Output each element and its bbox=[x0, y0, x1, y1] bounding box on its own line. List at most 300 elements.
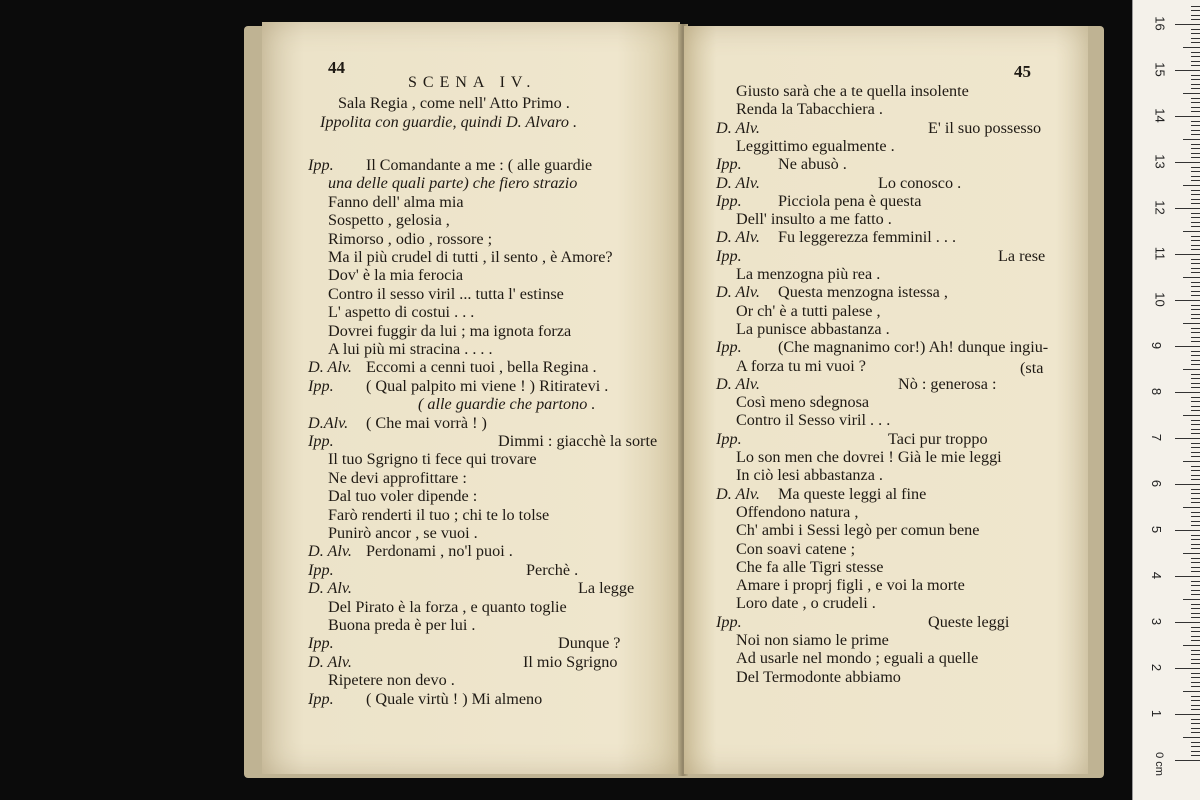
ruler-tick bbox=[1191, 746, 1200, 747]
ruler-number: 15 bbox=[1152, 62, 1168, 77]
ruler-number: 4 bbox=[1149, 571, 1165, 580]
ruler-tick bbox=[1183, 415, 1200, 416]
ruler-tick bbox=[1191, 102, 1200, 103]
ruler-tick bbox=[1191, 364, 1200, 365]
verse-line bbox=[716, 320, 1076, 338]
verse-line bbox=[308, 671, 668, 689]
ruler-tick bbox=[1191, 443, 1200, 444]
ruler-number: 8 bbox=[1149, 387, 1165, 396]
page-number-left: 44 bbox=[328, 58, 345, 77]
ruler-tick bbox=[1191, 686, 1200, 687]
ruler-tick bbox=[1191, 15, 1200, 16]
verse-text: A lui più mi stracina . . . . bbox=[328, 340, 493, 358]
ruler-tick bbox=[1191, 130, 1200, 131]
speaker-name: Ipp. bbox=[716, 338, 742, 357]
ruler-tick bbox=[1191, 351, 1200, 352]
verse-line bbox=[308, 211, 668, 229]
ruler-tick bbox=[1191, 562, 1200, 563]
ruler-tick bbox=[1191, 548, 1200, 549]
ruler-tick bbox=[1191, 272, 1200, 273]
ruler-tick bbox=[1191, 544, 1200, 545]
verse-text: La rese bbox=[998, 246, 1046, 265]
ruler-number: 2 bbox=[1149, 663, 1165, 672]
ruler-tick bbox=[1191, 332, 1200, 333]
verse-text: Ma il più crudel di tutti , il sento , è Amore? bbox=[328, 248, 613, 266]
ruler-tick bbox=[1191, 677, 1200, 678]
ruler-tick bbox=[1183, 139, 1200, 140]
ruler-tick bbox=[1191, 84, 1200, 85]
ruler-tick bbox=[1191, 594, 1200, 595]
verse-line bbox=[308, 487, 668, 505]
page-number-right: 45 bbox=[1014, 62, 1031, 81]
ruler-tick bbox=[1191, 590, 1200, 591]
verse-line bbox=[308, 358, 668, 376]
verse-text: Sospetto , gelosia , bbox=[328, 211, 450, 230]
verse-line bbox=[716, 430, 1076, 448]
ruler-tick bbox=[1191, 144, 1200, 145]
ruler-tick bbox=[1175, 530, 1200, 531]
ruler-tick bbox=[1191, 199, 1200, 200]
ruler-tick bbox=[1191, 751, 1200, 752]
verse-line bbox=[308, 579, 668, 597]
ruler-tick bbox=[1183, 645, 1200, 646]
verse-line bbox=[716, 631, 1076, 649]
ruler-tick bbox=[1191, 194, 1200, 195]
ruler-tick bbox=[1191, 387, 1200, 388]
margin-fragment: (sta bbox=[1020, 359, 1044, 377]
speaker-name: D. Alv. bbox=[716, 374, 760, 393]
verse-text: La menzogna più rea . bbox=[736, 265, 881, 283]
ruler-tick bbox=[1191, 705, 1200, 706]
ruler-tick bbox=[1191, 640, 1200, 641]
verse-text: Perdonami , no'l puoi . bbox=[366, 542, 513, 561]
verse-text: Ch' ambi i Sessi legò per comun bene bbox=[736, 521, 980, 540]
verse-text: In ciò lesi abbastanza . bbox=[736, 466, 883, 485]
scene-title: SCENA IV. bbox=[408, 74, 537, 91]
verse-line bbox=[716, 668, 1076, 686]
ruler-tick bbox=[1191, 654, 1200, 655]
verse-text: ( Qual palpito mi viene ! ) Ritiratevi . bbox=[366, 376, 609, 395]
verse-text: Con soavi catene ; bbox=[736, 539, 856, 558]
verse-line bbox=[308, 285, 668, 303]
verse-text: Punirò ancor , se vuoi . bbox=[328, 524, 478, 542]
verse-line bbox=[716, 302, 1076, 320]
ruler-tick bbox=[1191, 263, 1200, 264]
ruler-tick bbox=[1191, 470, 1200, 471]
ruler-tick bbox=[1191, 268, 1200, 269]
ruler-tick bbox=[1191, 29, 1200, 30]
verse-text: una delle quali parte) che fiero strazio bbox=[328, 174, 578, 193]
ruler-tick bbox=[1191, 742, 1200, 743]
ruler-tick bbox=[1191, 222, 1200, 223]
speaker-name: D. Alv. bbox=[308, 358, 352, 377]
speaker-name: Ipp. bbox=[716, 429, 742, 448]
verse-text: Fanno dell' alma mia bbox=[328, 192, 464, 211]
ruler-tick bbox=[1175, 208, 1200, 209]
ruler-tick bbox=[1191, 226, 1200, 227]
ruler-number: 13 bbox=[1152, 154, 1168, 169]
ruler-tick bbox=[1191, 709, 1200, 710]
verse-text: Perchè . bbox=[526, 560, 579, 579]
verse-text: Nò : generosa : bbox=[898, 374, 997, 393]
verse-line bbox=[308, 193, 668, 211]
speaker-name: D. Alv. bbox=[308, 579, 352, 598]
ruler-number: 5 bbox=[1149, 525, 1165, 534]
verse-line bbox=[308, 414, 668, 432]
ruler-tick bbox=[1183, 47, 1200, 48]
ruler-tick bbox=[1191, 305, 1200, 306]
verse-line bbox=[716, 174, 1076, 192]
verse-text: Il Comandante a me : ( alle guardie bbox=[366, 157, 593, 174]
verse-text: Lo son men che dovrei ! Già le mie leggi bbox=[736, 448, 1002, 466]
verse-text: Così meno sdegnosa bbox=[736, 393, 870, 412]
verse-line bbox=[716, 247, 1076, 265]
ruler-tick bbox=[1183, 93, 1200, 94]
verse-text: ( alle guardie che partono . bbox=[418, 395, 596, 414]
verse-line bbox=[716, 594, 1076, 612]
ruler-tick bbox=[1191, 613, 1200, 614]
ruler-tick bbox=[1183, 691, 1200, 692]
ruler-tick bbox=[1183, 507, 1200, 508]
ruler-tick bbox=[1191, 309, 1200, 310]
verse-line bbox=[716, 375, 1076, 393]
ruler-number: 14 bbox=[1152, 108, 1168, 123]
verse-line bbox=[716, 338, 1076, 356]
ruler-tick bbox=[1191, 157, 1200, 158]
ruler-number: 1 bbox=[1149, 709, 1165, 718]
ruler-tick bbox=[1191, 38, 1200, 39]
verse-text: E' il suo possesso bbox=[928, 118, 1042, 137]
ruler-tick bbox=[1191, 245, 1200, 246]
ruler-tick bbox=[1191, 383, 1200, 384]
right-page bbox=[684, 26, 1088, 774]
ruler-tick bbox=[1191, 314, 1200, 315]
ruler-tick bbox=[1191, 424, 1200, 425]
ruler-tick bbox=[1175, 668, 1200, 669]
verse-line bbox=[716, 393, 1076, 411]
ruler-tick bbox=[1191, 337, 1200, 338]
verse-text: Contro il Sesso viril . . . bbox=[736, 411, 891, 430]
ruler-tick bbox=[1191, 180, 1200, 181]
verse-text: Renda la Tabacchiera . bbox=[736, 100, 883, 119]
ruler-tick bbox=[1191, 213, 1200, 214]
ruler-tick bbox=[1191, 98, 1200, 99]
verse-line bbox=[716, 521, 1076, 539]
ruler-tick bbox=[1191, 723, 1200, 724]
verse-line bbox=[308, 524, 668, 542]
verse-text: Giusto sarà che a te quella insolente bbox=[736, 82, 969, 100]
ruler-number: 12 bbox=[1152, 200, 1168, 215]
ruler-tick bbox=[1191, 535, 1200, 536]
ruler-tick bbox=[1191, 617, 1200, 618]
verse-text: Dimmi : giacchè la sorte bbox=[498, 432, 658, 450]
ruler-tick bbox=[1191, 516, 1200, 517]
verse-line bbox=[716, 503, 1076, 521]
ruler-tick bbox=[1191, 512, 1200, 513]
ruler-tick bbox=[1191, 171, 1200, 172]
ruler-tick bbox=[1191, 558, 1200, 559]
verse-line bbox=[716, 448, 1076, 466]
ruler-tick bbox=[1191, 631, 1200, 632]
ruler-tick bbox=[1191, 696, 1200, 697]
verse-text: Ne abusò . bbox=[778, 155, 847, 174]
verse-text: La legge bbox=[578, 579, 635, 598]
ruler-tick bbox=[1183, 599, 1200, 600]
ruler-tick bbox=[1191, 456, 1200, 457]
verse-line bbox=[716, 540, 1076, 558]
verse-line bbox=[308, 174, 668, 192]
speaker-name: D. Alv. bbox=[716, 484, 760, 503]
ruler-tick bbox=[1191, 291, 1200, 292]
verse-text: Eccomi a cenni tuoi , bella Regina . bbox=[366, 358, 597, 377]
ruler-tick bbox=[1191, 539, 1200, 540]
ruler-tick bbox=[1175, 392, 1200, 393]
speaker-name: Ipp. bbox=[308, 689, 334, 708]
ruler-tick bbox=[1183, 185, 1200, 186]
ruler-tick bbox=[1191, 282, 1200, 283]
verse-text: Ad usarle nel mondo ; eguali a quelle bbox=[736, 649, 979, 668]
ruler-tick bbox=[1175, 438, 1200, 439]
verse-line bbox=[308, 322, 668, 340]
ruler-tick bbox=[1191, 498, 1200, 499]
verse-line bbox=[308, 690, 668, 708]
verse-text: L' aspetto di costui . . . bbox=[328, 303, 475, 322]
ruler-tick bbox=[1191, 466, 1200, 467]
ruler-tick bbox=[1191, 650, 1200, 651]
verse-line bbox=[716, 649, 1076, 667]
ruler-tick bbox=[1191, 6, 1200, 7]
verse-text: A forza tu mi vuoi ? bbox=[736, 356, 866, 375]
ruler-number: 7 bbox=[1149, 433, 1165, 442]
verse-line bbox=[716, 466, 1076, 484]
verse-line bbox=[308, 506, 668, 524]
ruler-tick bbox=[1191, 571, 1200, 572]
ruler-tick bbox=[1191, 673, 1200, 674]
verse-line bbox=[308, 653, 668, 671]
ruler-tick bbox=[1191, 286, 1200, 287]
ruler-tick bbox=[1191, 360, 1200, 361]
verse-line bbox=[716, 192, 1076, 210]
verse-line bbox=[716, 228, 1076, 246]
ruler-tick bbox=[1191, 65, 1200, 66]
verse-line bbox=[716, 265, 1076, 283]
speaker-name: Ipp. bbox=[308, 432, 334, 450]
ruler-tick bbox=[1175, 760, 1200, 761]
ruler-tick bbox=[1183, 737, 1200, 738]
verse-line bbox=[308, 542, 668, 560]
ruler-number: 9 bbox=[1149, 341, 1165, 350]
speaker-name: Ipp. bbox=[308, 560, 334, 579]
verse-text: Queste leggi bbox=[928, 612, 1010, 631]
ruler-tick bbox=[1191, 433, 1200, 434]
ruler-tick bbox=[1175, 622, 1200, 623]
verse-line bbox=[716, 613, 1076, 631]
ruler-tick bbox=[1191, 475, 1200, 476]
ruler-tick bbox=[1183, 553, 1200, 554]
ruler-number: 11 bbox=[1152, 246, 1168, 261]
ruler-tick bbox=[1191, 249, 1200, 250]
ruler-tick bbox=[1191, 190, 1200, 191]
speaker-name: Ipp. bbox=[716, 191, 742, 210]
ruler-tick bbox=[1191, 608, 1200, 609]
ruler-tick bbox=[1191, 585, 1200, 586]
ruler-tick bbox=[1191, 318, 1200, 319]
verse-line bbox=[308, 248, 668, 266]
ruler-tick bbox=[1191, 728, 1200, 729]
ruler-tick bbox=[1191, 52, 1200, 53]
measurement-ruler bbox=[1132, 0, 1200, 800]
ruler-tick bbox=[1191, 107, 1200, 108]
ruler-tick bbox=[1191, 121, 1200, 122]
ruler-tick bbox=[1191, 167, 1200, 168]
verse-text: Dunque ? bbox=[558, 634, 621, 653]
ruler-tick bbox=[1191, 627, 1200, 628]
ruler-tick bbox=[1191, 636, 1200, 637]
ruler-tick bbox=[1183, 461, 1200, 462]
verse-text: Picciola pena è questa bbox=[778, 191, 922, 210]
ruler-tick bbox=[1191, 42, 1200, 43]
verse-text: Dell' insulto a me fatto . bbox=[736, 210, 892, 229]
ruler-tick bbox=[1191, 420, 1200, 421]
ruler-tick bbox=[1191, 489, 1200, 490]
ruler-tick bbox=[1191, 700, 1200, 701]
ruler-tick bbox=[1183, 323, 1200, 324]
ruler-tick bbox=[1191, 259, 1200, 260]
ruler-tick bbox=[1191, 88, 1200, 89]
ruler-number: 6 bbox=[1149, 479, 1165, 488]
speaker-name: D. Alv. bbox=[716, 118, 760, 137]
verse-text: Loro date , o crudeli . bbox=[736, 594, 876, 613]
ruler-tick bbox=[1191, 10, 1200, 11]
stage-setting: Sala Regia , come nell' Atto Primo . bbox=[338, 94, 570, 112]
verse-text: Ripetere non devo . bbox=[328, 671, 455, 690]
verse-line bbox=[308, 395, 668, 413]
verse-line bbox=[716, 155, 1076, 173]
ruler-tick bbox=[1191, 567, 1200, 568]
verse-text: (Che magnanimo cor!) Ah! dunque ingiu- bbox=[778, 338, 1049, 357]
verse-text: Il tuo Sgrigno ti fece qui trovare bbox=[328, 450, 537, 469]
verse-text: Questa menzogna istessa , bbox=[778, 283, 948, 302]
verse-text: ( Che mai vorrà ! ) bbox=[366, 413, 487, 432]
verse-line bbox=[716, 283, 1076, 301]
verse-line bbox=[308, 469, 668, 487]
verse-text: Amare i proprj figli , e voi la morte bbox=[736, 576, 965, 595]
ruler-tick bbox=[1191, 341, 1200, 342]
ruler-tick bbox=[1191, 111, 1200, 112]
ruler-tick bbox=[1191, 19, 1200, 20]
verse-text: Del Termodonte abbiamo bbox=[736, 667, 901, 686]
ruler-tick bbox=[1191, 447, 1200, 448]
verse-text: Contro il sesso viril ... tutta l' estinse bbox=[328, 284, 564, 303]
verse-text: Rimorso , odio , rossore ; bbox=[328, 229, 493, 248]
ruler-tick bbox=[1191, 355, 1200, 356]
ruler-tick bbox=[1191, 581, 1200, 582]
ruler-tick bbox=[1191, 328, 1200, 329]
verse-line bbox=[716, 137, 1076, 155]
verse-line bbox=[308, 616, 668, 634]
verse-text: Noi non siamo le prime bbox=[736, 631, 889, 649]
speaker-name: Ipp. bbox=[308, 376, 334, 395]
ruler-tick bbox=[1191, 61, 1200, 62]
verse-text: Taci pur troppo bbox=[888, 429, 988, 448]
speaker-name: D. Alv. bbox=[716, 228, 760, 247]
verse-text: Ma queste leggi al fine bbox=[778, 484, 927, 503]
verse-line bbox=[716, 210, 1076, 228]
verse-line bbox=[716, 119, 1076, 137]
ruler-number: 10 bbox=[1152, 292, 1168, 307]
ruler-tick bbox=[1175, 24, 1200, 25]
ruler-tick bbox=[1175, 116, 1200, 117]
verse-text: Lo conosco . bbox=[878, 173, 962, 192]
verse-line bbox=[308, 230, 668, 248]
speaker-name: D. Alv. bbox=[716, 173, 760, 192]
ruler-tick bbox=[1191, 663, 1200, 664]
ruler-tick bbox=[1191, 176, 1200, 177]
ruler-tick bbox=[1191, 410, 1200, 411]
ruler-tick bbox=[1191, 521, 1200, 522]
speaker-name: Ipp. bbox=[716, 612, 742, 631]
ruler-tick bbox=[1191, 406, 1200, 407]
speaker-name: Ipp. bbox=[308, 634, 334, 653]
speaker-name: Ipp. bbox=[716, 155, 742, 174]
ruler-tick bbox=[1175, 70, 1200, 71]
ruler-tick bbox=[1191, 134, 1200, 135]
verse-text: Dov' è la mia ferocia bbox=[328, 266, 464, 285]
ruler-tick bbox=[1191, 75, 1200, 76]
ruler-tick bbox=[1175, 714, 1200, 715]
verse-line bbox=[716, 100, 1076, 118]
verse-line bbox=[308, 432, 668, 450]
left-page bbox=[262, 22, 680, 774]
verse-text: Or ch' è a tutti palese , bbox=[736, 301, 881, 320]
verse-text: ( Quale virtù ! ) Mi almeno bbox=[366, 689, 543, 708]
ruler-number: 16 bbox=[1152, 16, 1168, 31]
ruler-tick bbox=[1191, 732, 1200, 733]
ruler-tick bbox=[1191, 502, 1200, 503]
ruler-tick bbox=[1191, 452, 1200, 453]
ruler-tick bbox=[1191, 240, 1200, 241]
ruler-tick bbox=[1191, 479, 1200, 480]
verse-text: Dovrei fuggir da lui ; ma ignota forza bbox=[328, 321, 572, 340]
verse-line bbox=[716, 558, 1076, 576]
ruler-tick bbox=[1183, 369, 1200, 370]
ruler-tick bbox=[1191, 374, 1200, 375]
verse-text: Buona preda è per lui . bbox=[328, 616, 476, 634]
speaker-name: D. Alv. bbox=[308, 652, 352, 671]
verse-line bbox=[716, 485, 1076, 503]
speaker-name: D.Alv. bbox=[308, 413, 349, 432]
verse-line bbox=[716, 411, 1076, 429]
ruler-tick bbox=[1191, 429, 1200, 430]
ruler-tick bbox=[1191, 659, 1200, 660]
ruler-tick bbox=[1175, 162, 1200, 163]
verse-text: Offendono natura , bbox=[736, 502, 859, 521]
verse-text: Del Pirato è la forza , e quanto toglie bbox=[328, 597, 567, 616]
characters-line: Ippolita con guardie, quindi D. Alvaro . bbox=[320, 113, 578, 131]
ruler-unit-label: 0 cm bbox=[1152, 752, 1165, 776]
ruler-tick bbox=[1191, 79, 1200, 80]
ruler-tick bbox=[1191, 148, 1200, 149]
verse-line bbox=[308, 156, 668, 175]
ruler-tick bbox=[1191, 125, 1200, 126]
verse-line bbox=[308, 634, 668, 652]
speaker-name: Ipp. bbox=[716, 246, 742, 265]
ruler-tick bbox=[1175, 300, 1200, 301]
ruler-tick bbox=[1183, 277, 1200, 278]
ruler-tick bbox=[1191, 493, 1200, 494]
ruler-tick bbox=[1191, 153, 1200, 154]
verse-text: Farò renderti il tuo ; chi te lo tolse bbox=[328, 505, 550, 524]
